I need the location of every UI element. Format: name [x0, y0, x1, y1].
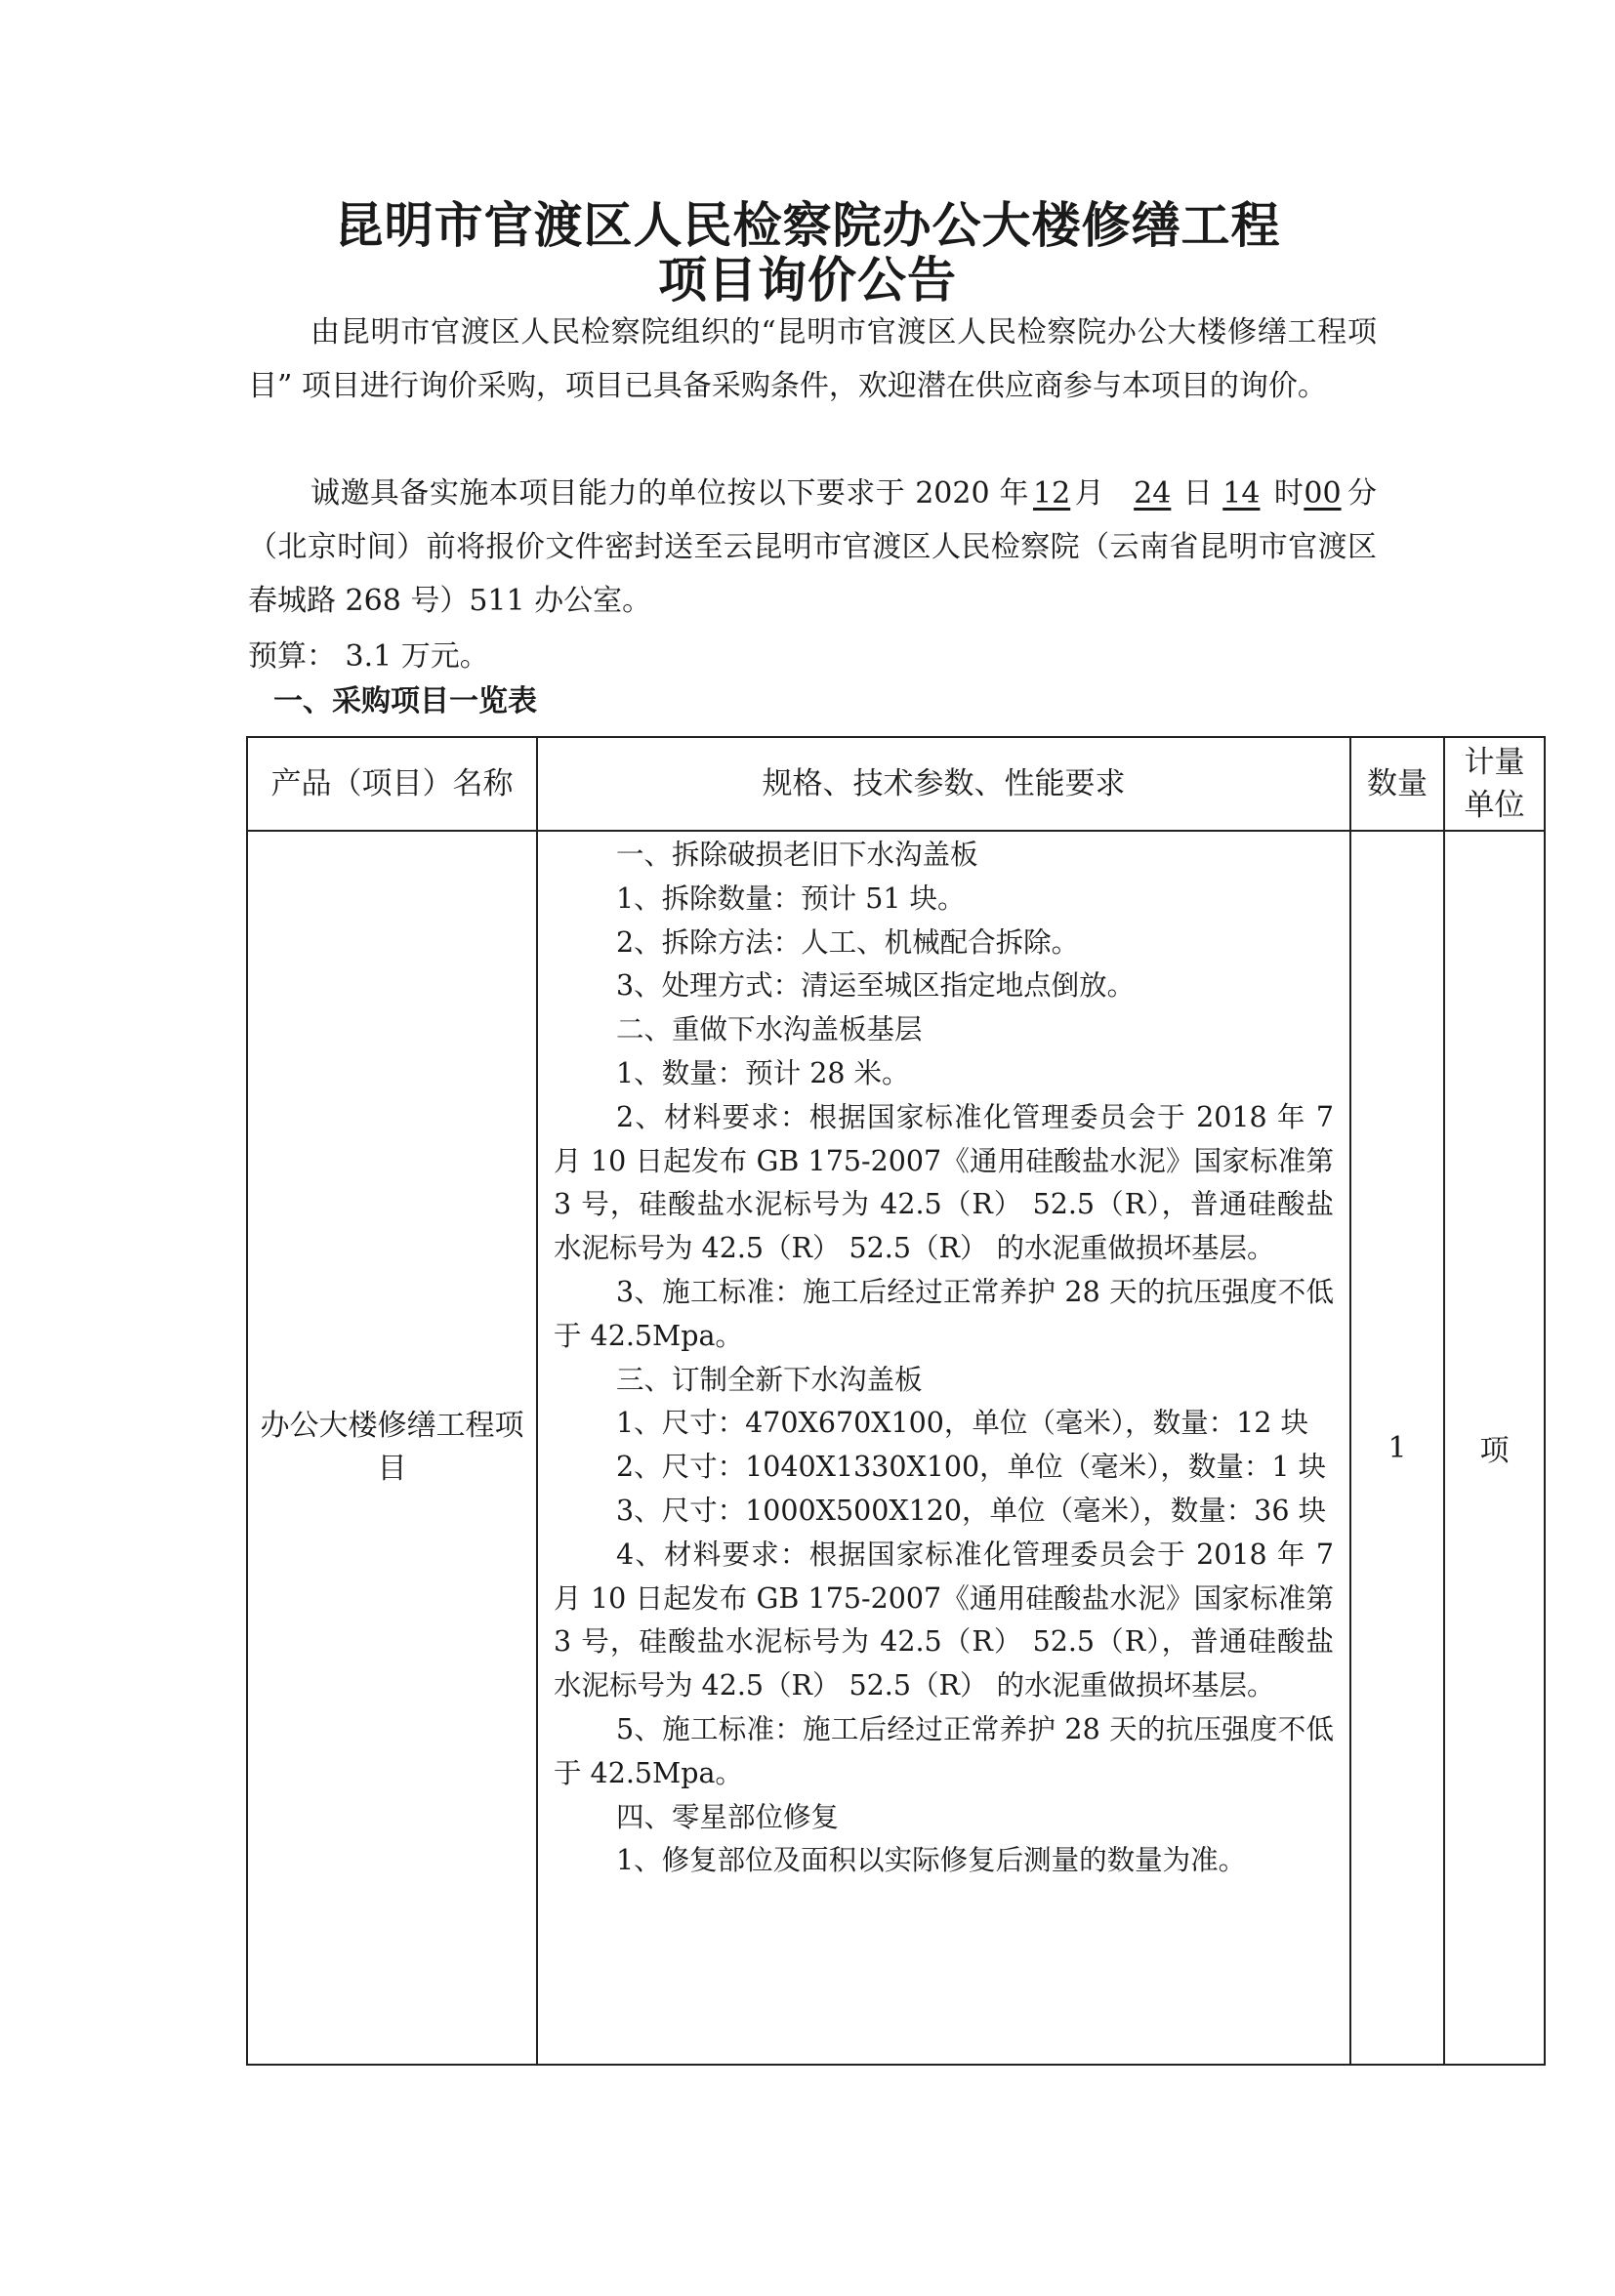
invite-text-1: 诚邀具备实施本项目能力的单位按以下要求于 2020 年 [311, 476, 1030, 511]
item-spec-cell [537, 831, 1350, 2065]
spec-line: 一、拆除破损老旧下水沟盖板 [616, 839, 978, 871]
spec-line: 2、拆除方法：人工、机械配合拆除。 [616, 925, 1080, 959]
spec-line: 1、修复部位及面积以实际修复后测量的数量为准。 [616, 1844, 1247, 1877]
budget-line: 预算： 3.1 万元。 [248, 639, 489, 674]
spec-line: 1、数量：预计 28 米。 [616, 1056, 910, 1089]
document-title-line2: 项目询价公告 [658, 252, 957, 308]
spec-line: 3、尺寸：1000X500X120，单位（毫米），数量：36 块 [616, 1494, 1327, 1527]
spec-line: 4、材料要求：根据国家标准化管理委员会于 2018 年 7 月 10 日起发布 GB 175-2007《通用硅酸盐水泥》国家标准第 3 号，硅酸盐水泥标号为 42.5（R） 52.5（R），普通硅酸盐水泥标号为 42.5（R） 52.5（R） 的水泥重做损坏基层。 [554, 1538, 1334, 1702]
intro-paragraph: 由昆明市官渡区人民检察院组织的“昆明市官渡区人民检察院办公大楼修缮工程项目” 项目进行询价采购，项目已具备采购条件，欢迎潜在供应商参与本项目的询价。 [248, 315, 1377, 403]
section-title: 一、采购项目一览表 [273, 684, 537, 718]
table-header-row [247, 737, 1545, 831]
invite-text-2: 月 [1074, 476, 1105, 511]
spec-line: 1、拆除数量：预计 51 块。 [616, 882, 966, 915]
header-spec: 规格、技术参数、性能要求 [537, 737, 1350, 831]
header-name: 产品（项目）名称 [247, 737, 537, 831]
item-quantity: 1 [1350, 831, 1444, 2065]
spec-line: 5、施工标准：施工后经过正常养护 28 天的抗压强度不低于 42.5Mpa。 [554, 1712, 1334, 1789]
deadline-hour: 14 [1222, 476, 1261, 511]
deadline-minute: 00 [1304, 476, 1342, 511]
spec-line: 2、材料要求：根据国家标准化管理委员会于 2018 年 7 月 10 日起发布 GB 175-2007《通用硅酸盐水泥》国家标准第 3 号，硅酸盐水泥标号为 42.5（R） 52.5（R），普通硅酸盐水泥标号为 42.5（R） 52.5（R） 的水泥重做损坏基层。 [554, 1100, 1334, 1265]
item-name: 办公大楼修缮工程项目 [247, 831, 537, 2065]
spec-line: 2、尺寸：1040X1330X100，单位（毫米），数量：1 块 [616, 1451, 1327, 1484]
item-unit: 项 [1444, 831, 1545, 2065]
table-row [247, 831, 1545, 2065]
deadline-month: 12 [1033, 476, 1071, 511]
spec-line: 3、施工标准：施工后经过正常养护 28 天的抗压强度不低于 42.5Mpa。 [554, 1275, 1334, 1352]
invitation-paragraph [248, 467, 1377, 628]
procurement-table [246, 736, 1546, 2066]
invite-text-5: 分（北京时间）前将报价文件密封送至云昆明市官渡区人民检察院（云南省昆明市官渡区春城路 268 号）511 办公室。 [248, 476, 1378, 618]
spec-line: 四、零星部位修复 [616, 1800, 840, 1833]
document-title-line1: 昆明市官渡区人民检察院办公大楼修缮工程 [334, 197, 1281, 254]
invite-text-4: 时 [1273, 476, 1304, 511]
header-unit: 计量单位 [1444, 737, 1545, 831]
spec-line: 3、处理方式：清运至城区指定地点倒放。 [616, 969, 1136, 1003]
header-qty: 数量 [1350, 737, 1444, 831]
spec-line: 1、尺寸：470X670X100，单位（毫米），数量：12 块 [616, 1407, 1308, 1440]
spec-line: 二、重做下水沟盖板基层 [616, 1013, 923, 1046]
deadline-day: 24 [1134, 476, 1172, 511]
spec-line: 三、订制全新下水沟盖板 [616, 1363, 923, 1396]
invite-text-3: 日 [1182, 476, 1214, 511]
